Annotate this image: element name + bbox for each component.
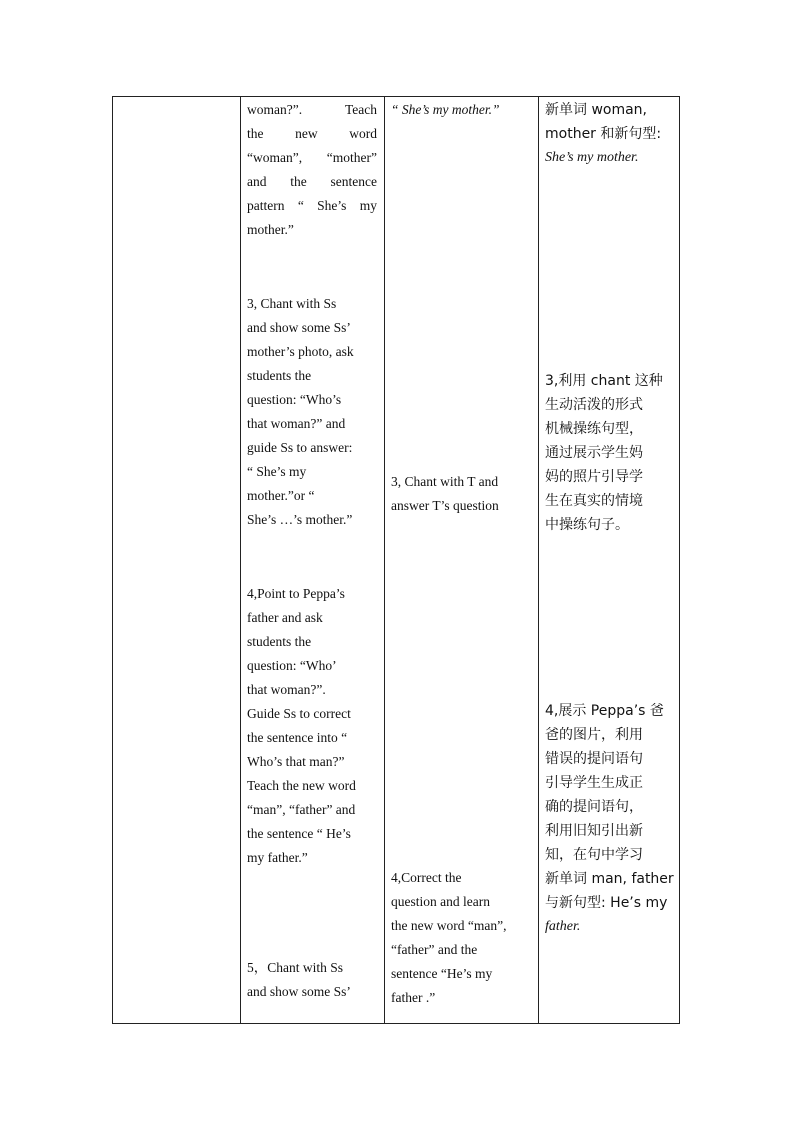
text-line: that woman?”. — [247, 682, 326, 697]
text-line: sentence “He’s my — [391, 966, 493, 981]
text-line: the sentence “ He’s — [247, 826, 351, 841]
text-line: 错误的提问语句 — [545, 751, 643, 767]
text-line: 知，在句中学习 — [545, 847, 643, 863]
lesson-plan-table — [112, 96, 680, 1024]
text-line: father .” — [391, 990, 436, 1005]
design-intent-paragraph — [545, 98, 675, 170]
student-activity-paragraph — [391, 470, 531, 518]
design-intent-paragraph — [545, 369, 675, 537]
text-line: 4,Correct the — [391, 870, 462, 885]
text-line: 利用旧知引出新 — [545, 823, 643, 839]
teacher-activity-paragraph — [247, 956, 377, 1004]
text-line: guide Ss to answer: — [247, 440, 353, 455]
text-line: pattern “ She’s my — [247, 198, 377, 213]
text-line: mother 和新句型: — [545, 126, 662, 142]
text-line: the sentence into “ — [247, 730, 348, 745]
text-line: Who’s that man?” — [247, 754, 345, 769]
column-divider — [384, 97, 385, 1023]
teacher-activity-paragraph — [247, 582, 377, 870]
text-line: She’s …’s mother.” — [247, 512, 353, 527]
text-line: 新单词 man, father — [545, 871, 674, 887]
text-line: my father.” — [247, 850, 308, 865]
text-line: “ She’s my mother.” — [391, 102, 500, 117]
text-line: 通过展示学生妈 — [545, 445, 643, 461]
text-line: 爸的图片，利用 — [545, 727, 643, 743]
text-line: 3, Chant with T and — [391, 474, 499, 489]
text-line: 中操练句子。 — [545, 517, 629, 533]
text-line: students the — [247, 368, 312, 383]
text-line: question: “Who’s — [247, 392, 342, 407]
text-line: 5，Chant with Ss — [247, 960, 344, 975]
text-line: Guide Ss to correct — [247, 706, 351, 721]
text-line: “man”, “father” and — [247, 802, 356, 817]
text-line: the new word “man”, — [391, 918, 507, 933]
text-line: 3, Chant with Ss — [247, 296, 337, 311]
student-activity-paragraph — [391, 98, 531, 122]
text-line: 与新句型: He’s my — [545, 895, 668, 911]
text-line: question: “Who’ — [247, 658, 337, 673]
text-line: mother.” — [247, 222, 294, 237]
teacher-activity-paragraph — [247, 98, 377, 242]
text-line: 3,利用 chant 这种 — [545, 373, 663, 389]
text-line: “woman”, “mother” — [247, 150, 377, 165]
text-line: mother’s photo, ask — [247, 344, 354, 359]
column-divider — [538, 97, 539, 1023]
text-line: the new word — [247, 126, 377, 141]
text-line: 4,展示 Peppa’s 爸 — [545, 703, 664, 719]
column-divider — [240, 97, 241, 1023]
text-line: 机械操练句型， — [545, 421, 643, 437]
text-line: 生在真实的情境 — [545, 493, 643, 509]
text-line: question and learn — [391, 894, 490, 909]
text-line: 4,Point to Peppa’s — [247, 586, 345, 601]
text-line: 引导学生生成正 — [545, 775, 643, 791]
text-line: father and ask — [247, 610, 323, 625]
text-line: answer T’s question — [391, 498, 499, 513]
text-line: “ She’s my — [247, 464, 307, 479]
text-line: father. — [545, 919, 581, 934]
text-line: woman?”. Teach — [247, 102, 377, 117]
text-line: Teach the new word — [247, 778, 356, 793]
design-intent-paragraph — [545, 699, 675, 939]
text-line: and show some Ss’ — [247, 984, 351, 999]
text-line: “father” and the — [391, 942, 478, 957]
text-line: and show some Ss’ — [247, 320, 351, 335]
text-line: 确的提问语句， — [545, 799, 643, 815]
teacher-activity-paragraph — [247, 292, 377, 532]
text-line: and the sentence — [247, 174, 377, 189]
text-line: students the — [247, 634, 312, 649]
text-line: that woman?” and — [247, 416, 346, 431]
text-line: mother.”or “ — [247, 488, 315, 503]
text-line: 新单词 woman, — [545, 102, 648, 118]
text-line: She’s my mother. — [545, 150, 639, 165]
text-line: 生动活泼的形式 — [545, 397, 643, 413]
text-line: 妈的照片引导学 — [545, 469, 643, 485]
student-activity-paragraph — [391, 866, 531, 1010]
